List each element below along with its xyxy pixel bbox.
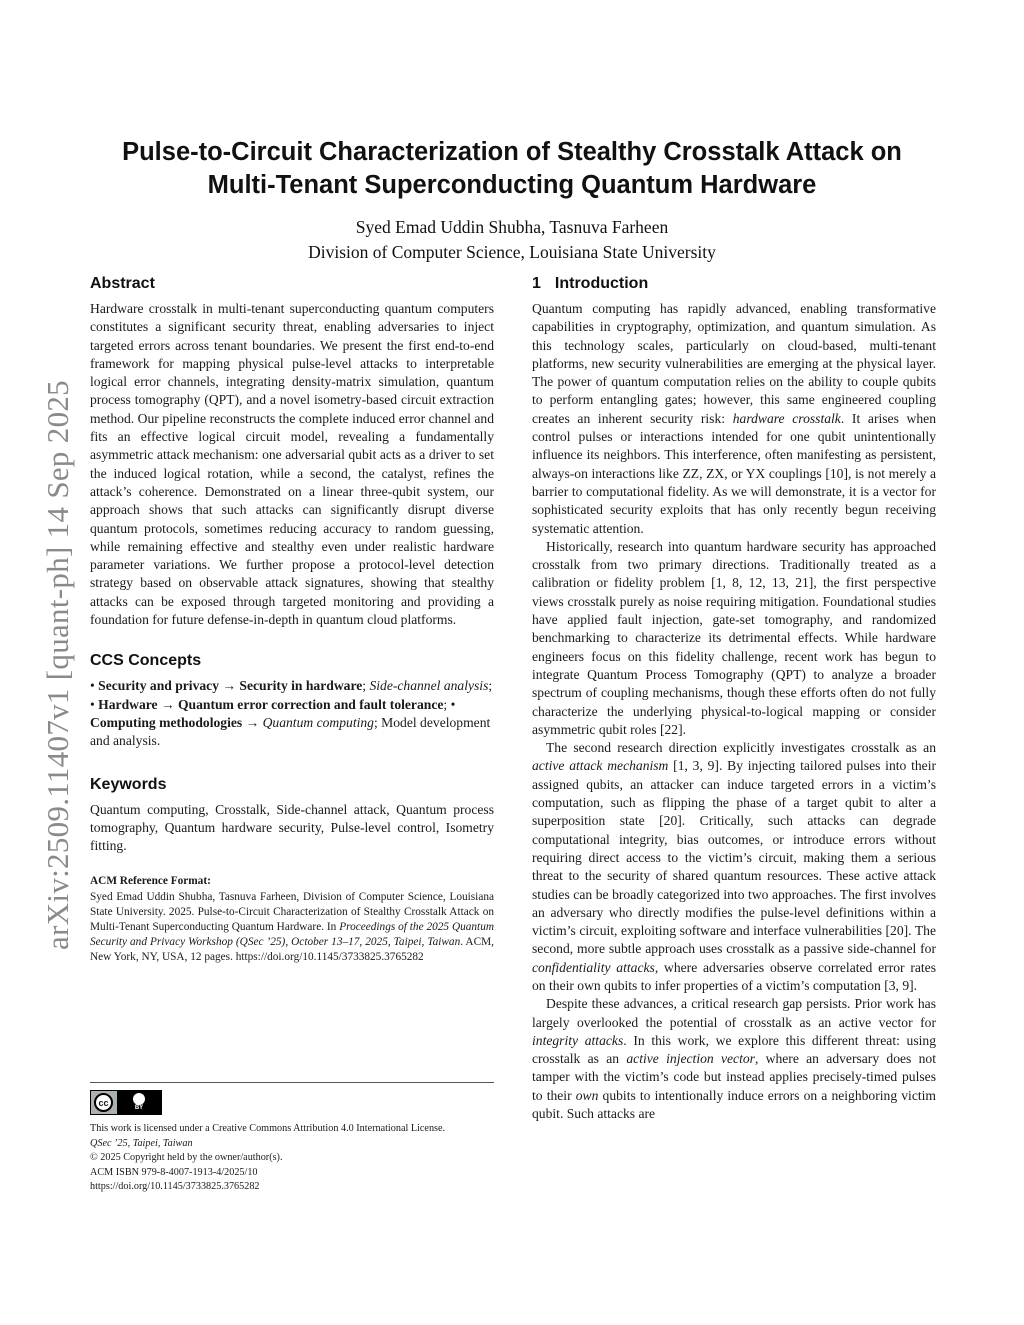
license-block	[90, 1082, 494, 1195]
license-isbn: ACM ISBN 979-8-4007-1913-4/2025/10	[90, 1166, 258, 1178]
intro-p1-part-b: . It arises when control pulses or interactions intended for one qubit unintentionally influence its neighbors. This interference, often manifesting as persistent, always-on interactions like ZZ, ZX, or YX couplings [10], is not merely a barrier to computational fidelity. As we will demonstrate, it is a vector for sophisticated security exploits that has only recently begun receiving systematic attention.	[532, 410, 936, 536]
cc-icon: cc	[94, 1093, 113, 1112]
author-names: Syed Emad Uddin Shubha, Tasnuva Farheen	[355, 217, 669, 237]
acm-reference-heading: ACM Reference Format:	[90, 875, 211, 888]
intro-p1-part-a: Quantum computing has rapidly advanced, enabling transformative capabilities in cryptography, optimization, and quantum simulation. As this technology scales, particularly on cloud-based, multi-tenant platforms, new security vulnerabilities are emerging at the physical layer. The power of quantum computation relies on the ability to couple qubits to perform entangling gates; however, this same engineered coupling creates an inherent security risk:	[532, 301, 936, 426]
ccs-concept-3a: Quantum computing	[262, 714, 374, 730]
intro-p3-emphasis-1: active attack mechanism	[532, 758, 669, 774]
license-divider	[90, 1082, 494, 1083]
right-column	[532, 274, 936, 1123]
intro-p4-part-c: , where an adversary does not tamper with the victim’s code but instead applies precisely-timed pulses to their	[532, 1051, 936, 1103]
intro-p4-part-d: qubits to intentionally induce errors on a neighboring victim qubit. Such attacks are	[532, 1087, 936, 1122]
ccs-arrow: →	[222, 678, 237, 694]
intro-p1-emphasis: hardware crosstalk	[732, 410, 841, 426]
ccs-heading: CCS Concepts	[90, 652, 202, 670]
introduction-heading	[532, 274, 936, 294]
intro-paragraph-4	[532, 995, 936, 1123]
intro-p4-emphasis-3: own	[575, 1087, 599, 1103]
ccs-concept-1: Security and privacy	[98, 678, 220, 694]
ccs-concept-3: Computing methodologies	[90, 714, 243, 730]
cc-by-badge	[90, 1090, 162, 1115]
abstract-heading: Abstract	[90, 275, 155, 292]
ccs-concept-2: Hardware	[98, 696, 158, 712]
ccs-concept-1a: Security in hardware	[239, 678, 363, 694]
author-block	[60, 215, 964, 265]
license-doi: https://doi.org/10.1145/3733825.3765282	[90, 1181, 260, 1192]
intro-p3-part-b: [1, 3, 9]. By injecting tailored pulses into their assigned qubits, an attacker can induce targeted errors in a victim’s computation, such as flipping the phase of a target qubit to alter a superposition state [20]. Critically, such attacks can degrade computational integrity, bias outcomes, or introduce errors without requiring direct access to the victim’s circuit, making them a serious threat to the security of shared quantum resources. These active attack studies can be broadly categorized into two approaches. The first involves an adversary who directly modifies the pulse-level definitions within a victim’s circuit, exploiting software and interface vulnerabilities [20]. The second, more subtle approach uses crosstalk as a passive side-channel for	[532, 758, 937, 957]
intro-p4-part-b: . In this work, we explore this different threat: using crosstalk as an	[532, 1032, 937, 1067]
by-icon	[117, 1091, 161, 1114]
ccs-concepts-section	[90, 651, 494, 750]
acm-reference-authors: Syed Emad Uddin Shubha, Tasnuva Farheen, Division of Computer Science, Louisiana State University. 2025. Pulse-to-Circuit Characterization of Stealthy Crosstalk Attack on Multi-Tenant Superconducting Quantum Hardware. In	[90, 891, 494, 934]
intro-paragraph-2: Historically, research into quantum hardware security has approached crosstalk from two primary directions. Traditionally treated as a calibration or fidelity problem [1, 8, 12, 13, 21], the first perspective views crosstalk purely as noise requiring mitigation. Foundational studies have applied fault injection, gate-set tomography, and randomized benchmarking to characterize its detrimental effects. While hardware engineers focus on this fidelity challenge, recent work has begun to integrate Quantum Process Tomography (QPT) to analyze a broader spectrum of coupling mechanisms, though these efforts often do not fully characterize the underlying physical-to-logical mapping or consider asymmetric qubit roles [22].	[532, 538, 936, 737]
intro-paragraph-1	[532, 300, 936, 538]
intro-p3-part-c: , where adversaries observe correlated error rates on their own qubits to infer properties of a victim’s computation [3, 9].	[532, 959, 936, 993]
keywords-text: Quantum computing, Crosstalk, Side-channel attack, Quantum process tomography, Quantum hardware security, Pulse-level control, Isometry fitting.	[90, 801, 494, 854]
by-label: BY	[134, 1105, 144, 1111]
license-venue	[90, 1137, 494, 1152]
acm-reference-text	[90, 890, 494, 965]
intro-p3-emphasis-2: confidentiality attacks	[532, 959, 655, 975]
ccs-concept-1b: Side-channel analysis	[369, 678, 489, 694]
ccs-arrow: →	[160, 696, 175, 712]
ccs-arrow: →	[245, 714, 260, 730]
ccs-text: • Security and privacy → Security in hardware; Side-channel analysis; • Hardware → Quantum error correction and fault tolerance; • Computing methodologies → Quantum computing; Model development and analysis.	[90, 678, 493, 749]
paper-title-line-2: Multi-Tenant Superconducting Quantum Hardware	[207, 171, 817, 199]
acm-reference-venue: Proceedings of the 2025 Quantum Security and Privacy Workshop (QSec ’25), October 13–17, 2025, Taipei, Taiwan	[90, 921, 494, 949]
section-number: 1	[532, 275, 541, 292]
ccs-bullet: •	[450, 696, 456, 712]
paper-title	[60, 136, 964, 202]
intro-p4-emphasis-1: integrity attacks	[532, 1032, 624, 1048]
intro-p4-part-a: Despite these advances, a critical research gap persists. Prior work has largely overlooked the potential of crosstalk as an active vector for	[532, 996, 936, 1030]
section-title: Introduction	[554, 275, 649, 292]
arxiv-identifier	[34, 350, 82, 980]
author-affiliation: Division of Computer Science, Louisiana State University	[308, 242, 716, 262]
paper-title-line-1: Pulse-to-Circuit Characterization of Stealthy Crosstalk Attack on	[122, 138, 902, 166]
license-copyright: © 2025 Copyright held by the owner/author(s).	[90, 1152, 283, 1163]
acm-reference-publisher: . ACM, New York, NY, USA, 12 pages. https://doi.org/10.1145/3733825.3765282	[90, 936, 494, 964]
person-icon	[133, 1093, 145, 1105]
ccs-bullet: •	[90, 696, 95, 712]
intro-p3-part-a: The second research direction explicitly investigates crosstalk as an	[546, 740, 936, 756]
keywords-heading: Keywords	[90, 775, 167, 793]
acm-reference-section	[90, 875, 494, 965]
arxiv-identifier-text: arXiv:2509.11407v1 [quant-ph] 14 Sep 2025	[40, 380, 75, 950]
ccs-concept-2a: Quantum error correction and fault tolerance	[177, 696, 444, 712]
ccs-concept-3b: Model development and analysis.	[90, 714, 491, 749]
keywords-section	[90, 775, 494, 856]
abstract-text: Hardware crosstalk in multi-tenant superconducting quantum computers constitutes a significant security threat, enabling adversaries to inject targeted errors across tenant boundaries. We present the first end-to-end framework for mapping physical pulse-level attacks to interpretable logical error channels, integrating density-matrix simulation, quantum process tomography (QPT), and a novel isometry-based circuit extraction method. Our pipeline reconstructs the complete induced error channel and fits an effective logical circuit model, revealing a fundamentally asymmetric attack mechanism: one adversarial qubit acts as a driver to set the induced logical rotation, while a second, the catalyst, refines the attack’s coherence. Demonstrated on a linear three-qubit system, our approach shows that such attacks can significantly disrupt diverse quantum protocols, sometimes reducing accuracy to random guessing, while remaining effective and stealthy even under realistic hardware parameter variations. We further propose a protocol-level detection strategy based on observable attack signatures, showing that stealthy attacks can be exposed through targeted monitoring and providing a foundation for future defense-in-depth in quantum cloud platforms.	[90, 301, 494, 628]
intro-p4-emphasis-2: active injection vector	[626, 1051, 755, 1067]
left-column	[90, 274, 494, 965]
intro-paragraph-3	[532, 739, 936, 995]
license-statement: This work is licensed under a Creative Commons Attribution 4.0 International License.	[90, 1123, 446, 1134]
license-venue-text: QSec ’25, Taipei, Taiwan	[90, 1137, 193, 1149]
abstract-section	[90, 274, 494, 629]
ccs-bullet: •	[90, 678, 95, 694]
